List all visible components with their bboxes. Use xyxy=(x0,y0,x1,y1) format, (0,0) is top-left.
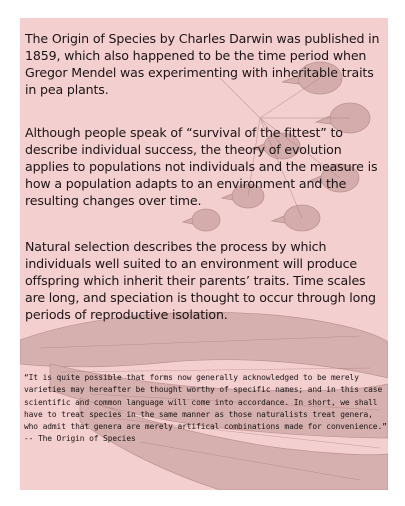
darwin-quote: “It is quite possible that forms now generally acknowledged to be merely varieties may hereafter be thought worthy of specific names; and in this case scientific and common language will come into accordance. In short, we shall have to treat species in the same manner as those naturalists treat genera, who admit that genera are merely artifical combinations made for convenience.” -- The Origin of Species xyxy=(24,373,387,444)
pink-text-panel xyxy=(20,18,388,490)
paragraph-survival-of-fittest: Although people speak of “survival of the fittest” to describe individual success, the theory of evolution applies to populations not individuals and the measure is how a population adapts to an environment and the resulting changes over time. xyxy=(25,125,378,208)
paragraph-natural-selection: Natural selection describes the process by which individuals well suited to an environment will produce offspring which inherit their parents’ traits. Time scales are long, and speciation is thought to occur through long periods of reproductive isolation. xyxy=(25,239,376,322)
paragraph-origin-of-species: The Origin of Species by Charles Darwin was published in 1859, which also happened to be the time period when Gregor Mendel was experimenting with inheritable traits in pea plants. xyxy=(25,31,380,97)
